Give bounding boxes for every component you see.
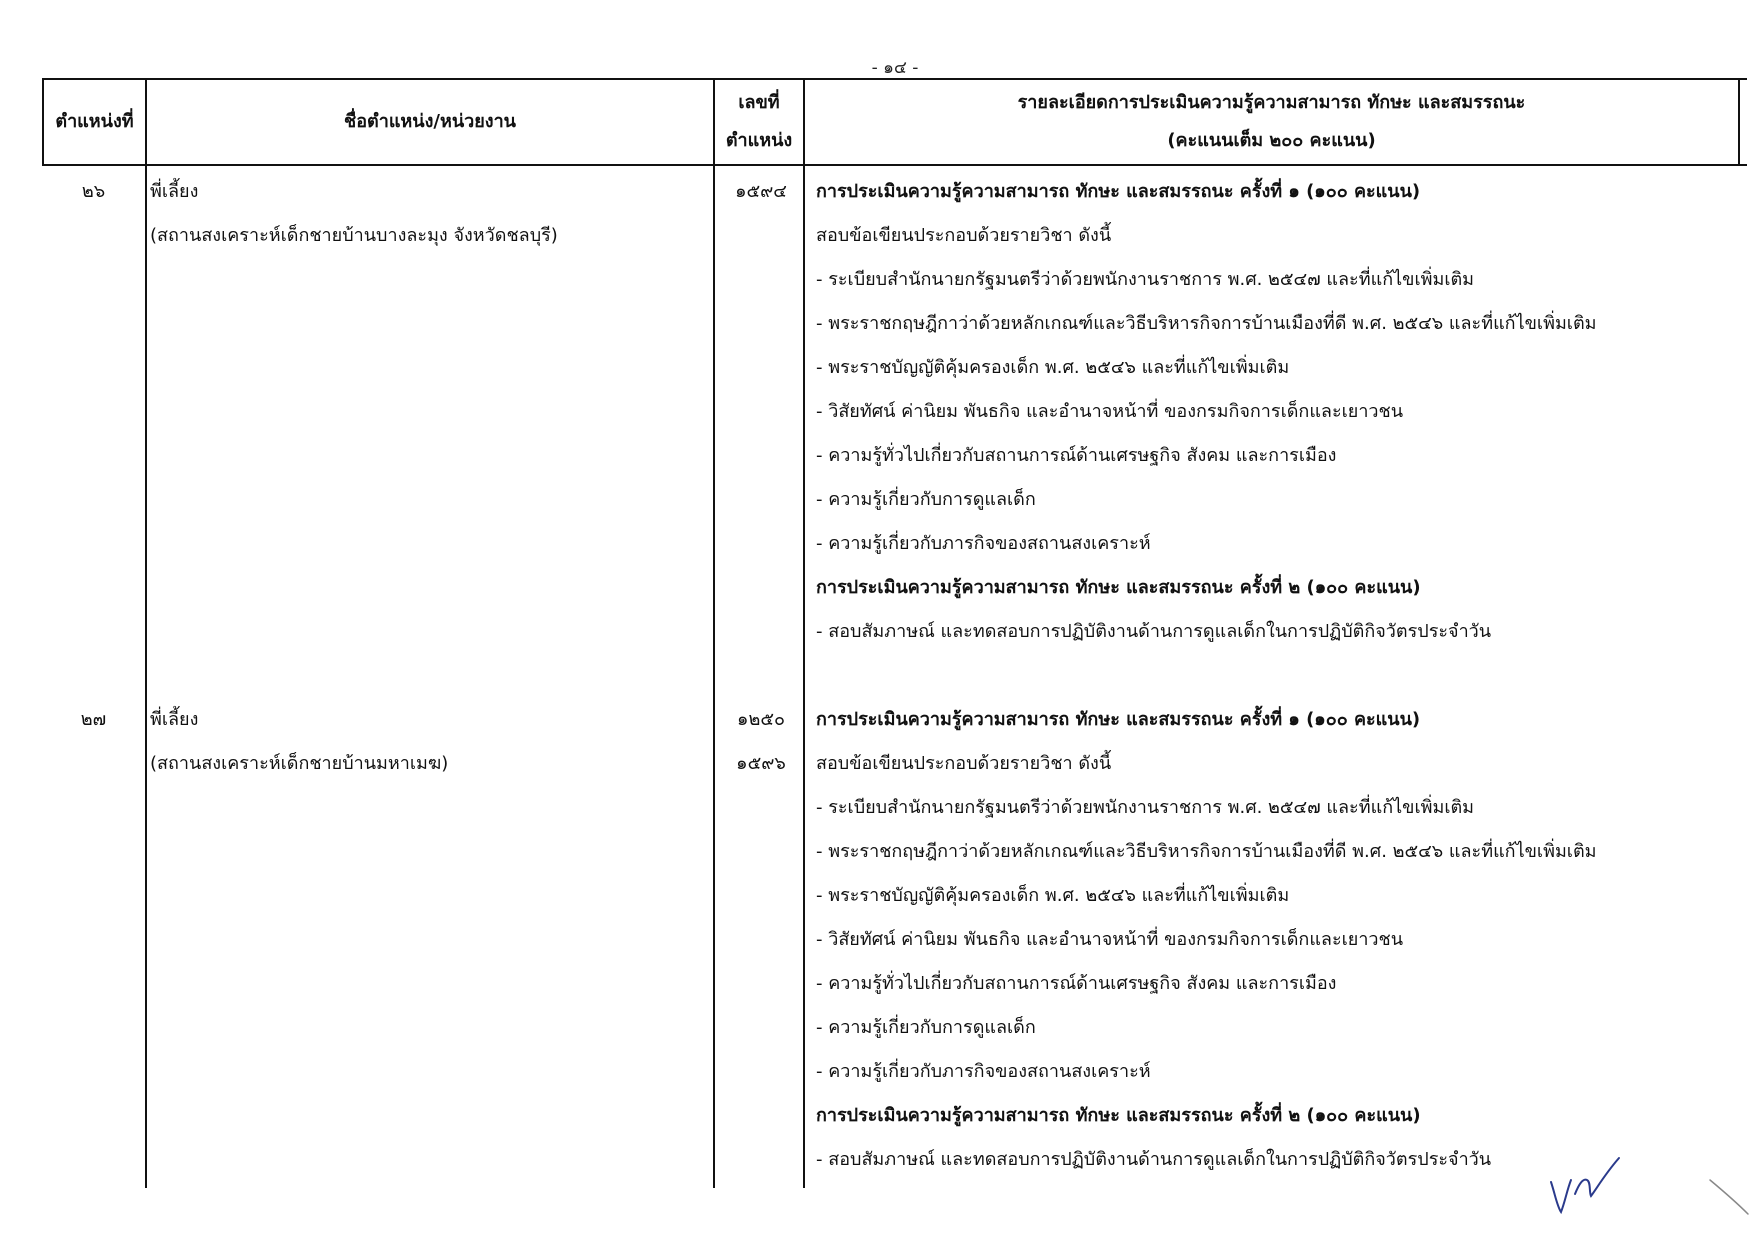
header-detail-line1: รายละเอียดการประเมินความรู้ความสามารถ ทักษะ และสมรรถนะ xyxy=(1017,92,1526,113)
entry-26-round2-item-1: - สอบสัมภาษณ์ และทดสอบการปฏิบัติงานด้านการดูแลเด็กในการปฏิบัติกิจวัตรประจำวัน xyxy=(816,621,1492,642)
entry-26-subject-2: - พระราชกฤษฎีกาว่าด้วยหลักเกณฑ์และวิธีบริหารกิจการบ้านเมืองที่ดี พ.ศ. ๒๕๔๖ และที่แก้ไขเพิ่มเติม xyxy=(816,313,1597,334)
header-position-id-line1: เลขที่ xyxy=(738,92,780,113)
entry-27-unit: (สถานสงเคราะห์เด็กชายบ้านมหาเมฆ) xyxy=(150,753,449,774)
entry-26-title: พี่เลี้ยง xyxy=(150,181,199,202)
handwritten-initials xyxy=(1545,1150,1625,1216)
entry-27-position-id-2: ๑๕๙๖ xyxy=(736,753,786,774)
header-detail-line2: (คะแนนเต็ม ๒๐๐ คะแนน) xyxy=(1167,130,1376,151)
entry-27-round2-heading: การประเมินความรู้ความสามารถ ทักษะ และสมรรถนะ ครั้งที่ ๒ (๑๐๐ คะแนน) xyxy=(816,1105,1421,1126)
entry-27-subject-2: - พระราชกฤษฎีกาว่าด้วยหลักเกณฑ์และวิธีบริหารกิจการบ้านเมืองที่ดี พ.ศ. ๒๕๔๖ และที่แก้ไขเพิ่มเติม xyxy=(816,841,1597,862)
header-position-no xyxy=(44,78,145,166)
entry-27-subject-4: - วิสัยทัศน์ ค่านิยม พันธกิจ และอำนาจหน้าที่ ของกรมกิจการเด็กและเยาวชน xyxy=(816,929,1404,950)
entry-27-number: ๒๗ xyxy=(80,709,107,730)
column-divider-1 xyxy=(145,78,147,1188)
entry-27-subject-1: - ระเบียบสำนักนายกรัฐมนตรีว่าด้วยพนักงานราชการ พ.ศ. ๒๕๔๗ และที่แก้ไขเพิ่มเติม xyxy=(816,797,1475,818)
column-divider-2 xyxy=(713,78,715,1188)
entry-26-subject-4: - วิสัยทัศน์ ค่านิยม พันธกิจ และอำนาจหน้าที่ ของกรมกิจการเด็กและเยาวชน xyxy=(816,401,1404,422)
header-position-no-label: ตำแหน่งที่ xyxy=(55,111,134,132)
entry-27-title: พี่เลี้ยง xyxy=(150,709,199,730)
entry-27-round1-intro: สอบข้อเขียนประกอบด้วยรายวิชา ดังนี้ xyxy=(816,753,1112,774)
header-position-name-label: ชื่อตำแหน่ง/หน่วยงาน xyxy=(344,111,516,132)
entry-26-subject-6: - ความรู้เกี่ยวกับการดูแลเด็ก xyxy=(816,489,1036,510)
entry-27-subject-5: - ความรู้ทั่วไปเกี่ยวกับสถานการณ์ด้านเศรษฐกิจ สังคม และการเมือง xyxy=(816,973,1337,994)
entry-27-position-id-1: ๑๒๕๐ xyxy=(737,709,785,730)
right-border xyxy=(1738,78,1740,166)
header-position-id xyxy=(715,78,803,166)
entry-27-subject-7: - ความรู้เกี่ยวกับภารกิจของสถานสงเคราะห์ xyxy=(816,1061,1151,1082)
entry-26-round2-heading: การประเมินความรู้ความสามารถ ทักษะ และสมรรถนะ ครั้งที่ ๒ (๑๐๐ คะแนน) xyxy=(816,577,1421,598)
entry-26-unit: (สถานสงเคราะห์เด็กชายบ้านบางละมุง จังหวัดชลบุรี) xyxy=(150,225,558,246)
entry-26-round1-heading: การประเมินความรู้ความสามารถ ทักษะ และสมรรถนะ ครั้งที่ ๑ (๑๐๐ คะแนน) xyxy=(816,181,1421,202)
entry-26-subject-7: - ความรู้เกี่ยวกับภารกิจของสถานสงเคราะห์ xyxy=(816,533,1151,554)
entry-26-subject-5: - ความรู้ทั่วไปเกี่ยวกับสถานการณ์ด้านเศรษฐกิจ สังคม และการเมือง xyxy=(816,445,1337,466)
entry-27-round2-item-1: - สอบสัมภาษณ์ และทดสอบการปฏิบัติงานด้านการดูแลเด็กในการปฏิบัติกิจวัตรประจำวัน xyxy=(816,1149,1492,1170)
entry-27-round1-heading: การประเมินความรู้ความสามารถ ทักษะ และสมรรถนะ ครั้งที่ ๑ (๑๐๐ คะแนน) xyxy=(816,709,1421,730)
entry-26-subject-1: - ระเบียบสำนักนายกรัฐมนตรีว่าด้วยพนักงานราชการ พ.ศ. ๒๕๔๗ และที่แก้ไขเพิ่มเติม xyxy=(816,269,1475,290)
entry-26-round1-intro: สอบข้อเขียนประกอบด้วยรายวิชา ดังนี้ xyxy=(816,225,1112,246)
header-position-id-line2: ตำแหน่ง xyxy=(725,130,793,151)
entry-26-position-id: ๑๕๙๔ xyxy=(735,181,787,202)
header-detail xyxy=(805,78,1738,166)
evaluation-table xyxy=(42,78,1747,1188)
entry-27-subject-6: - ความรู้เกี่ยวกับการดูแลเด็ก xyxy=(816,1017,1036,1038)
page-number: - ๑๔ - xyxy=(871,58,919,78)
entry-26-subject-3: - พระราชบัญญัติคุ้มครองเด็ก พ.ศ. ๒๕๔๖ และที่แก้ไขเพิ่มเติม xyxy=(816,357,1290,378)
column-divider-3 xyxy=(803,78,805,1188)
header-position-name xyxy=(147,78,713,166)
entry-26-number: ๒๖ xyxy=(81,181,106,202)
pen-stroke-mark xyxy=(1708,1178,1752,1218)
entry-27-subject-3: - พระราชบัญญัติคุ้มครองเด็ก พ.ศ. ๒๕๔๖ และที่แก้ไขเพิ่มเติม xyxy=(816,885,1290,906)
